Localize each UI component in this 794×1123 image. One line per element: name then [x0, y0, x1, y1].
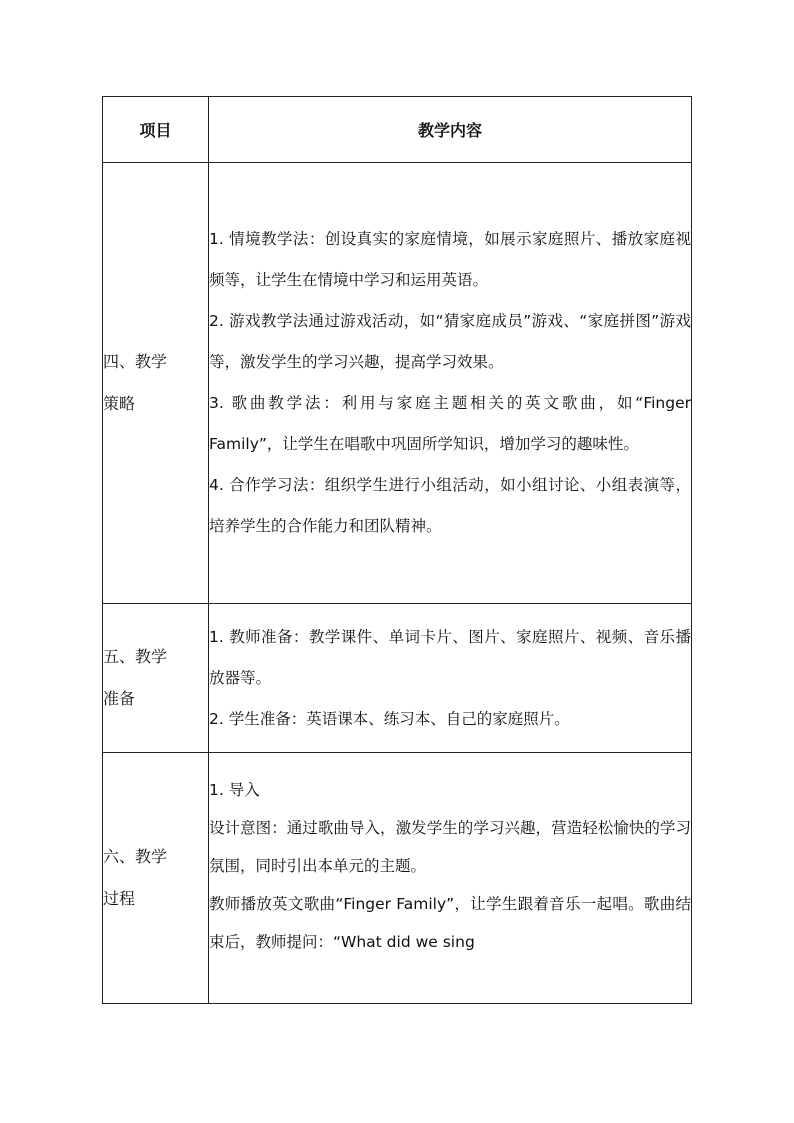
header-content: 教学内容: [209, 97, 692, 163]
content-paragraph: 4. 合作学习法：组织学生进行小组活动，如小组讨论、小组表演等，培养学生的合作能力和团队精神。: [209, 476, 691, 535]
table-row-process: [103, 753, 692, 1004]
row-label-line: 四、教学: [103, 352, 168, 371]
content-paragraph: 3. 歌曲教学法：利用与家庭主题相关的英文歌曲，如“Finger Family”，让学生在唱歌中巩固所学知识，增加学习的趣味性。: [209, 394, 691, 453]
row-label-process: [103, 753, 209, 1004]
row-content-strategy: [209, 163, 692, 604]
table-row-preparation: [103, 604, 692, 753]
content-paragraph: 1. 情境教学法：创设真实的家庭情境，如展示家庭照片、播放家庭视频等，让学生在情境中学习和运用英语。: [209, 230, 691, 289]
row-label-line: 五、教学: [103, 647, 168, 666]
row-label-line: 策略: [103, 394, 136, 413]
content-paragraph: 2. 游戏教学法通过游戏活动，如“猜家庭成员”游戏、“家庭拼图”游戏等，激发学生的学习兴趣，提高学习效果。: [209, 312, 691, 371]
row-content-preparation: [209, 604, 692, 753]
row-label-line: 六、教学: [103, 847, 168, 866]
table-row-strategy: [103, 163, 692, 604]
content-paragraph: 1. 导入: [209, 781, 260, 799]
row-label-preparation: [103, 604, 209, 753]
row-content-process: [209, 753, 692, 1004]
content-paragraph: 教师播放英文歌曲“Finger Family”，让学生跟着音乐一起唱。歌曲结束后，教师提问：“What did we sing: [209, 895, 691, 951]
table-header-row: [103, 97, 692, 163]
content-paragraph: 设计意图：通过歌曲导入，激发学生的学习兴趣，营造轻松愉快的学习氛围，同时引出本单元的主题。: [209, 819, 691, 875]
row-label-strategy: [103, 163, 209, 604]
content-paragraph: 2. 学生准备：英语课本、练习本、自己的家庭照片。: [209, 709, 570, 728]
content-paragraph: 1. 教师准备：教学课件、单词卡片、图片、家庭照片、视频、音乐播放器等。: [209, 627, 691, 687]
row-label-line: 过程: [103, 889, 136, 908]
row-label-line: 准备: [103, 689, 136, 708]
header-item: 项目: [103, 97, 209, 163]
lesson-plan-table: [102, 96, 692, 1004]
